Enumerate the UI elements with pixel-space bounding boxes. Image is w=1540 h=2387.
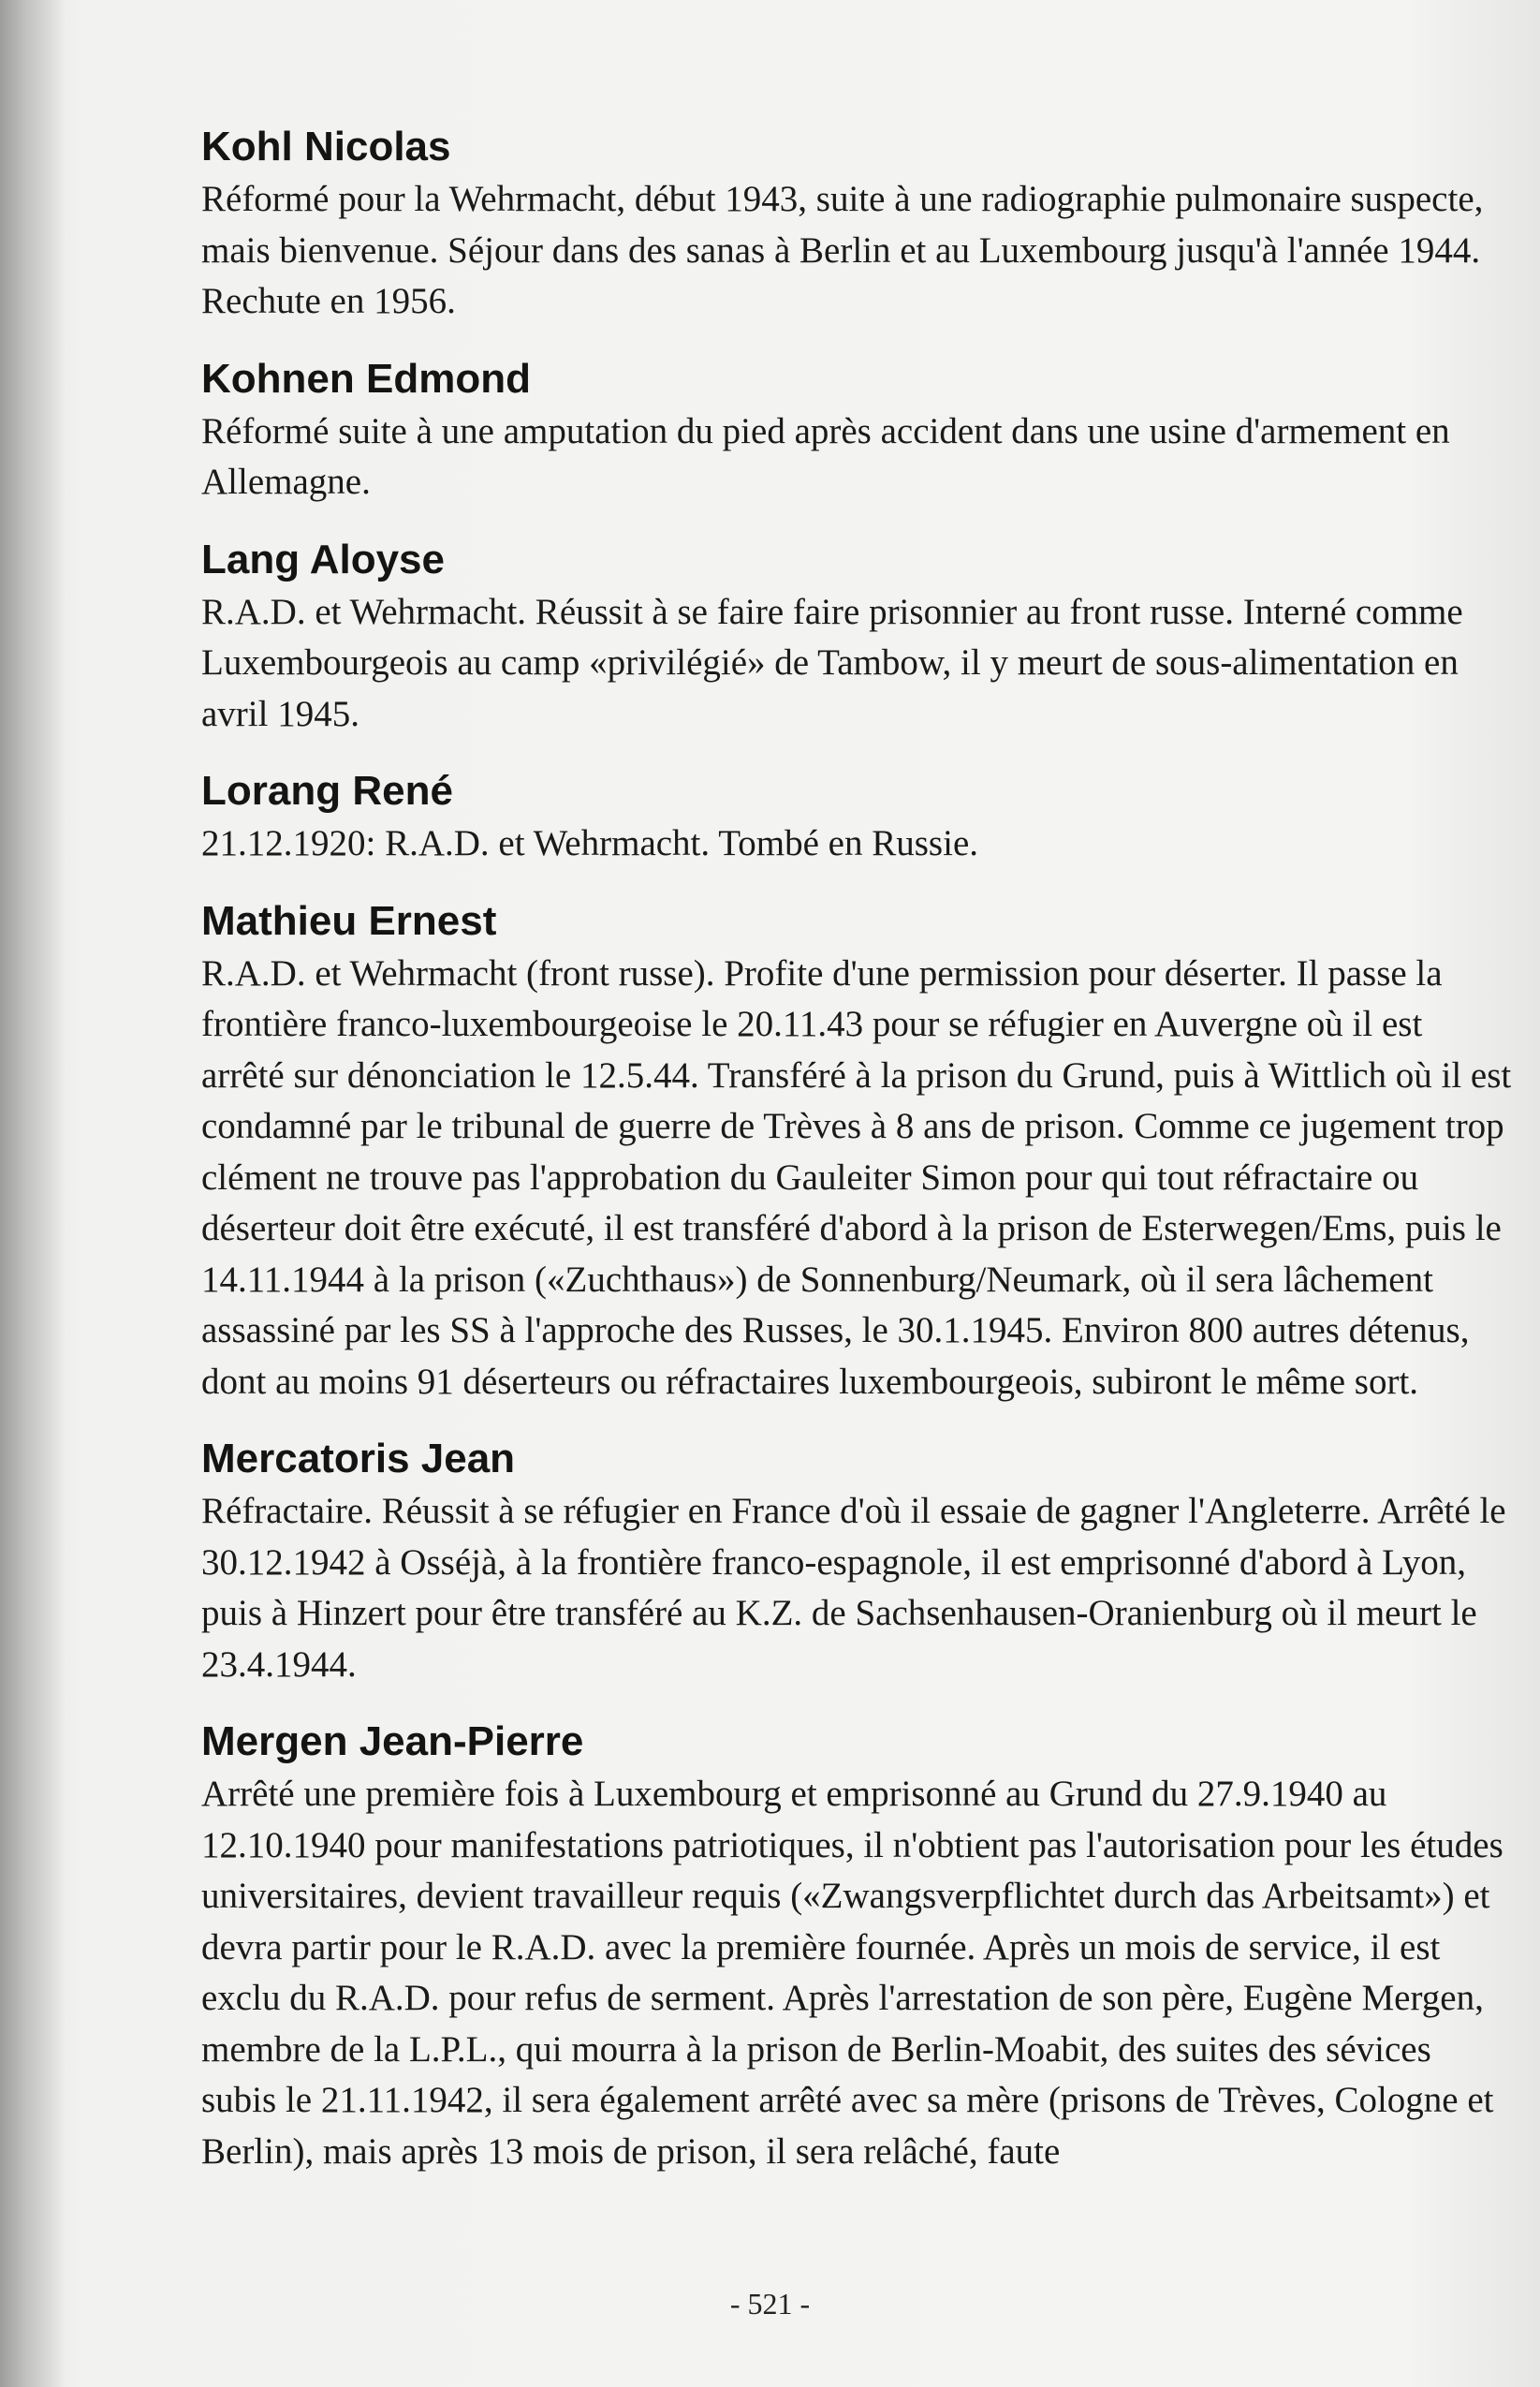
entry — [201, 535, 1512, 741]
entry — [201, 1717, 1512, 2177]
entry-text: Arrêté une première fois à Luxembourg et emprisonné au Grund du 27.9.1940 au 12.10.1940 pour manifestations patriotiques, il n'obtient pas l'autorisation pour les études universitaires, devient travailleur requis («Zwangsverpflichtet durch das Arbeitsamt») et devra partir pour le R.A.D. avec la première fournée. Après un mois de service, il est exclu du R.A.D. pour refus de serment. Après l'arrestation de son père, Eugène Mergen, membre de la L.P.L., qui mourra à la prison de Berlin-Moabit, des suites des sévices subis le 21.11.1942, il sera également arrêté avec sa mère (prisons de Trèves, Cologne et Berlin), mais après 13 mois de prison, il sera relâché, faute — [201, 1774, 1503, 2172]
entry — [201, 354, 1512, 508]
entry-name: Lorang René — [201, 768, 453, 814]
entry-name: Mathieu Ernest — [201, 897, 497, 944]
entry — [201, 766, 1512, 870]
entry-text: Réformé suite à une amputation du pied après accident dans une usine d'armement en Allemagne. — [201, 410, 1450, 502]
entry-name: Mercatoris Jean — [201, 1436, 516, 1481]
entries-list — [201, 122, 1512, 2203]
entry-text: Réfractaire. Réussit à se réfugier en France d'où il essaie de gagner l'Angleterre. Arrêté le 30.12.1942 à Osséjà, à la frontière franco-espagnole, il est emprisonné d'abord à Lyon, puis à Hinzert pour être transféré au K.Z. de Sachsenhausen-Oranienburg où il meurt le 23.4.1944. — [201, 1491, 1506, 1685]
entry-text: R.A.D. et Wehrmacht. Réussit à se faire faire prisonnier au front russe. Interné comme Luxembourgeois au camp «privilégié» de Tambow, il y meurt de sous-alimentation en avril 1945. — [201, 591, 1463, 734]
entry-text: 21.12.1920: R.A.D. et Wehrmacht. Tombé en Russie. — [201, 823, 979, 863]
entry-text: R.A.D. et Wehrmacht (front russe). Profite d'une permission pour déserter. Il passe la frontière franco-luxembourgeoise le 20.11.43 pour se réfugier en Auvergne où il est arrêté sur dénonciation le 12.5.44. Transféré à la prison du Grund, puis à Wittlich où il est condamné par le tribunal de guerre de Trèves à 8 ans de prison. Comme ce jugement trop clément ne trouve pas l'approbation du Gauleiter Simon pour qui tout réfractaire ou déserteur doit être exécuté, il est transféré d'abord à la prison de Esterwegen/Ems, puis le 14.11.1944 à la prison («Zuchthaus») de Sonnenburg/Neumark, où il sera lâchement assassiné par les SS à l'approche des Russes, le 30.1.1945. Environ 800 autres détenus, dont au moins 91 déserteurs ou réfractaires luxembourgeois, subiront le même sort. — [201, 952, 1512, 1402]
entry-name: Mergen Jean-Pierre — [201, 1718, 584, 1764]
entry-name: Lang Aloyse — [201, 536, 445, 582]
page-number: - 521 - — [729, 2287, 811, 2321]
book-binding-shadow — [0, 0, 66, 2387]
entry-name: Kohnen Edmond — [201, 355, 531, 402]
entry-text: Réformé pour la Wehrmacht, début 1943, suite à une radiographie pulmonaire suspecte, mais bienvenue. Séjour dans des sanas à Berlin et au Luxembourg jusqu'à l'année 1944. Rechute en 1956. — [201, 179, 1484, 321]
entry — [201, 122, 1512, 328]
entry — [201, 896, 1512, 1408]
entry — [201, 1434, 1512, 1690]
entry-name: Kohl Nicolas — [201, 124, 451, 169]
